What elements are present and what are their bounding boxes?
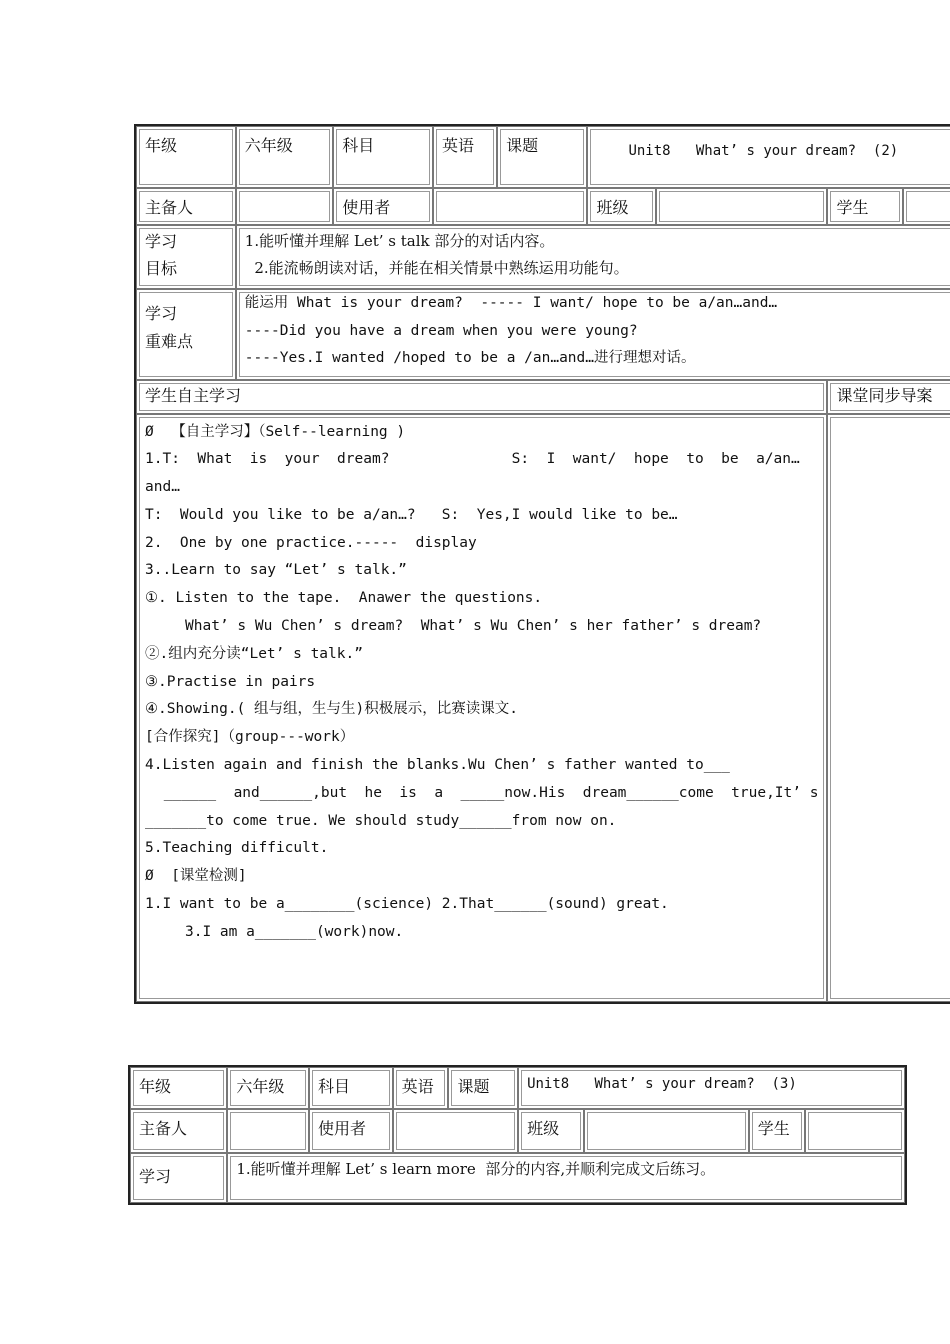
- goal-line: 1.能听懂并理解 Let’ s learn more 部分的内容,并顺利完成文后练习。: [227, 1153, 905, 1203]
- key-point-line: ----Yes.I wanted /hoped to be a /an…and…进行理想对话。: [244, 350, 696, 366]
- student-label: 学生: [827, 188, 903, 225]
- user-value: [393, 1109, 518, 1153]
- content-line: What’ s Wu Chen’ s dream? What’ s Wu Chen’ s her father’ s dream?: [185, 618, 762, 635]
- subject-label: 科目: [333, 126, 433, 188]
- topic-label: 课题: [448, 1067, 518, 1109]
- student-label: 学生: [749, 1109, 805, 1153]
- content-line: 1.I want to be a________(science) 2.That______(sound) great.: [145, 896, 669, 913]
- key-point-line: 能运用 What is your dream? ----- I want/ hope to be a/an…and…: [244, 295, 778, 311]
- content-line: _______to come true. We should study______from now on.: [145, 812, 617, 829]
- topic-value: Unit8 What’ s your dream? (2): [587, 126, 950, 188]
- lesson-plan-table-unit8-2: [134, 124, 950, 1004]
- subject-value: 英语: [393, 1067, 449, 1109]
- key-points-label: [136, 289, 236, 380]
- lesson-plan-table-unit8-3: [128, 1065, 907, 1205]
- student-value: [805, 1109, 905, 1153]
- sync-plan-header: 课堂同步导案: [827, 380, 950, 414]
- goals-label: 学习: [130, 1153, 227, 1203]
- preparer-label: 主备人: [130, 1109, 227, 1153]
- subject-label: 科目: [309, 1067, 393, 1109]
- goal-line: 2.能流畅朗读对话，并能在相关情景中熟练运用功能句。: [244, 259, 629, 277]
- subject-value: 英语: [433, 126, 497, 188]
- goals-label: [136, 225, 236, 289]
- grade-value: 六年级: [236, 126, 333, 188]
- content-line: 1.T: What is your dream? S: I want/ hope to be a/an…: [145, 451, 800, 468]
- content-line: ②.组内充分读“Let’ s talk.”: [145, 645, 363, 662]
- grade-label: 年级: [130, 1067, 227, 1109]
- user-label: 使用者: [333, 188, 433, 225]
- content-line: ______ and______,but he is a _____now.His dream______come true,It’ s: [155, 784, 819, 801]
- preparer-value: [227, 1109, 309, 1153]
- class-label: 班级: [518, 1109, 584, 1153]
- goal-line: 1.能听懂并理解 Let’ s talk 部分的对话内容。: [244, 232, 555, 250]
- key-points-label-line2: 重难点: [145, 332, 194, 351]
- content-line: and…: [145, 479, 180, 496]
- class-value: [656, 188, 827, 225]
- class-label: 班级: [587, 188, 656, 225]
- content-line: 5.Teaching difficult.: [145, 840, 329, 857]
- content-line: ③.Practise in pairs: [145, 673, 316, 690]
- topic-value: Unit8 What’ s your dream? (3): [518, 1067, 905, 1109]
- content-line: ①. Listen to the tape. Anawer the questions.: [145, 590, 543, 607]
- key-points-content: [236, 289, 950, 380]
- content-line: 2. One by one practice.----- display: [145, 534, 477, 551]
- key-point-line: ----Did you have a dream when you were young?: [244, 322, 638, 339]
- self-study-header: 学生自主学习: [136, 380, 827, 414]
- content-line: ④.Showing.( 组与组，生与生)积极展示，比赛读课文.: [145, 701, 518, 718]
- key-points-label-line1: 学习: [145, 304, 178, 323]
- content-line: T: Would you like to be a/an…? S: Yes,I would like to be…: [145, 506, 678, 523]
- self-study-content: [136, 414, 827, 1002]
- content-line: 4.Listen again and finish the blanks.Wu Chen’ s father wanted to___: [145, 757, 730, 774]
- class-value: [584, 1109, 749, 1153]
- topic-label: 课题: [497, 126, 587, 188]
- grade-value: 六年级: [227, 1067, 309, 1109]
- preparer-value: [236, 188, 333, 225]
- goals-label-line2: 目标: [145, 259, 178, 278]
- sync-plan-content: [827, 414, 950, 1002]
- student-value: [903, 188, 950, 225]
- user-value: [433, 188, 587, 225]
- content-line: Ø 【自主学习】（Self--learning ): [145, 423, 406, 440]
- grade-label: 年级: [136, 126, 236, 188]
- goals-label-line1: 学习: [145, 232, 178, 251]
- user-label: 使用者: [309, 1109, 393, 1153]
- content-line: [合作探究]（group---work）: [145, 729, 355, 746]
- content-line: 3..Learn to say “Let’ s talk.”: [145, 562, 407, 579]
- preparer-label: 主备人: [136, 188, 236, 225]
- content-line: 3.I am a_______(work)now.: [185, 923, 404, 940]
- goals-content: [236, 225, 950, 289]
- content-line: Ø [课堂检测]: [145, 868, 247, 885]
